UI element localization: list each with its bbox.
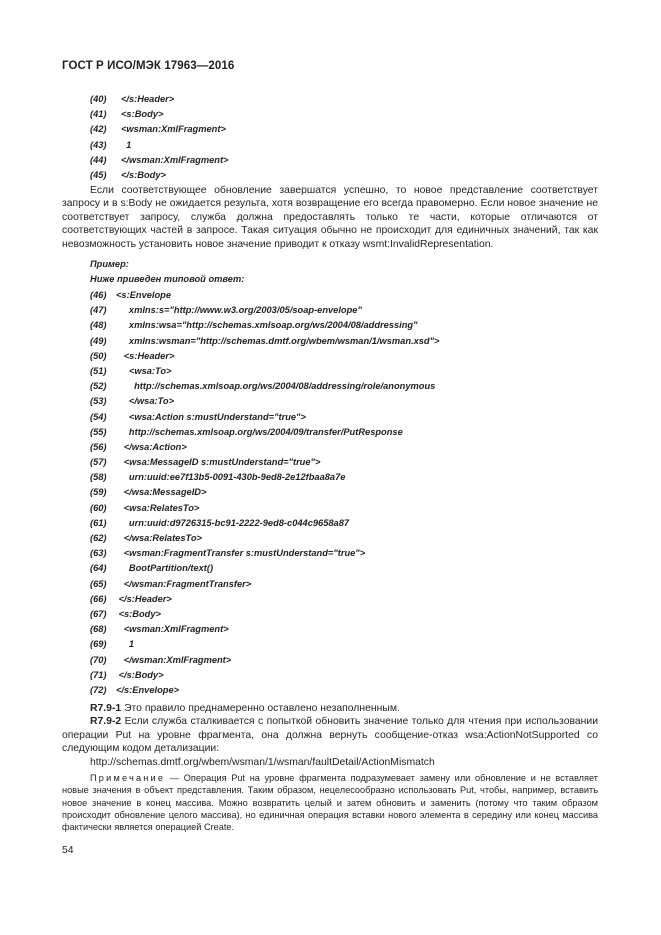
code-line: (67) <s:Body> [90, 608, 161, 619]
page-number: 54 [62, 845, 74, 856]
code-line: (59) </wsa:MessageID> [90, 487, 207, 498]
code-line: (58) urn:uuid:ee7f13b5-0091-430b-9ed8-2e12fbaa8a7e [90, 472, 346, 483]
code-line: (48) xmlns:wsa="http://schemas.xmlsoap.org/ws/2004/08/addressing" [90, 320, 418, 331]
code-line: (42) <wsman:XmlFragment> [90, 124, 226, 135]
code-line: (71) </s:Body> [90, 669, 164, 680]
code-line: (63) <wsman:FragmentTransfer s:mustUnderstand="true"> [90, 548, 366, 559]
rule-url: http://schemas.dmtf.org/wbem/wsman/1/wsman/faultDetail/ActionMismatch [90, 756, 435, 768]
code-line: (53) </wsa:To> [90, 396, 175, 407]
code-line: (62) </wsa:RelatesTo> [90, 533, 202, 543]
note-text: — Операция Put на уровне фрагмента подразумевает замену или обновление и не вставляет новые значения в объект представления. Таким образом, нецелесообразно использовать Put, чтобы, например, вставить новое значение в конец массива. Можно возвратить целый и затем обновить и заменить (потому что таким образом происходит обновление целого массива), но единичная операция вставки нового элемента в середину или конец массива фактически является операцией Create. [62, 773, 598, 833]
code-line: (50) <s:Header> [90, 350, 175, 361]
code-line: (60) <wsa:RelatesTo> [90, 502, 200, 513]
code-line: (69) 1 [90, 639, 135, 650]
code-line: (54) <wsa:Action s:mustUnderstand="true"> [90, 411, 306, 422]
code-line: (46) <s:Envelope [90, 290, 172, 300]
code-line: (43) 1 [90, 139, 132, 150]
code-block-1 [90, 92, 228, 183]
rule-r7-9-1: R7.9-1 Это правило преднамеренно оставлено незаполненным. [90, 703, 400, 714]
document-header: ГОСТ Р ИСО/МЭК 17963—2016 [62, 60, 235, 72]
code-line: (49) xmlns:wsman="http://schemas.dmtf.org/wbem/wsman/1/wsman.xsd"> [90, 335, 440, 346]
code-line: (61) urn:uuid:d9726315-bc91-2222-9ed8-c044c9658a87 [90, 517, 350, 528]
code-line: (51) <wsa:To> [90, 365, 172, 376]
example-intro: Ниже приведен типовой ответ: [90, 274, 245, 284]
code-line: (72) </s:Envelope> [90, 684, 180, 695]
code-line: (68) <wsman:XmlFragment> [90, 624, 229, 635]
note-label: Примечание [90, 773, 166, 783]
code-line: (56) </wsa:Action> [90, 441, 187, 452]
paragraph-1: Если соответствующее обновление завершатся успешно, то новое представление соответствует запросу и в s:Body не ожидается результа, хотя возвращение его всегда правомерно. Если новое значение не соответствует запросу, служба должна предоставлять только те части, которые отличаются от соответствующих частей в запросе. Такая ситуация обычно не происходит для единичных значений, так как невозможность установить новое значение приводит к отказу wsmt:InvalidRepresentation. [62, 185, 598, 250]
code-line: (47) xmlns:s="http://www.w3.org/2003/05/soap-envelope" [90, 305, 362, 316]
code-line: (65) </wsman:FragmentTransfer> [90, 578, 252, 589]
code-line: (52) http://schemas.xmlsoap.org/ws/2004/08/addressing/role/anonymous [90, 381, 436, 392]
note [62, 772, 598, 833]
code-line: (64) BootPartition/text() [90, 563, 214, 574]
code-block-2 [90, 288, 439, 698]
code-line: (70) </wsman:XmlFragment> [90, 654, 232, 665]
code-line: (55) http://schemas.xmlsoap.org/ws/2004/09/transfer/PutResponse [90, 426, 403, 437]
code-line: (45) </s:Body> [90, 169, 166, 180]
rule-r7-9-2: R7.9-2 Если служба сталкивается с попыткой обновить значение только для чтения при использовании операции Put на уровне фрагмента, она должна вернуть сообщение-отказ wsa:ActionNotSupported со следующим кодом детализации: [62, 716, 598, 755]
example-label: Пример: [90, 259, 129, 269]
code-line: (44) </wsman:XmlFragment> [90, 154, 229, 165]
rules-section [62, 702, 598, 769]
code-line: (40) </s:Header> [90, 94, 175, 104]
code-line: (41) <s:Body> [90, 109, 164, 120]
code-line: (66) </s:Header> [90, 593, 172, 604]
code-line: (57) <wsa:MessageID s:mustUnderstand="true"> [90, 457, 321, 468]
